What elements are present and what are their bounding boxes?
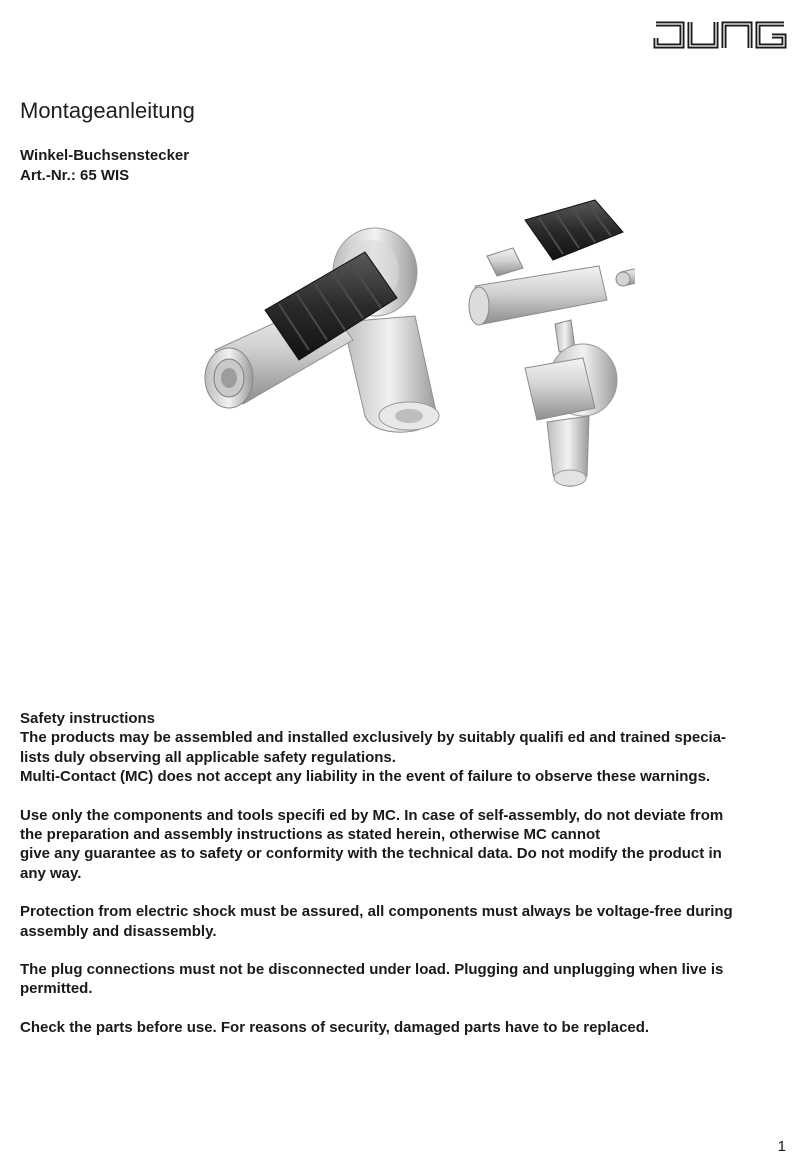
page-number: 1 (777, 1138, 786, 1155)
safety-line: the preparation and assembly instructions as stated herein, otherwise MC cannot (20, 826, 601, 844)
safety-line: assembly and disassembly. (20, 922, 217, 940)
safety-line: The products may be assembled and installed exclusively by suitably qualifi ed and trained specia- (20, 729, 727, 747)
safety-line: Check the parts before use. For reasons of security, damaged parts have to be replaced. (20, 1018, 650, 1036)
safety-line: The plug connections must not be disconnected under load. Plugging and unplugging when live is (20, 961, 724, 979)
safety-instructions (20, 709, 790, 1056)
jung-logo (652, 18, 788, 52)
assembled-connector (205, 228, 439, 432)
document-title: Montageanleitung (20, 98, 195, 123)
safety-paragraph-4 (20, 960, 790, 999)
safety-paragraph-1 (20, 728, 790, 786)
safety-line: Protection from electric shock must be assured, all components must always be voltage-free during (20, 903, 733, 921)
safety-line: lists duly observing all applicable safety regulations. (20, 748, 396, 766)
exploded-view (469, 200, 635, 486)
safety-paragraph-3 (20, 902, 790, 941)
safety-paragraph-2 (20, 806, 790, 884)
product-info (20, 146, 189, 186)
safety-heading: Safety instructions (20, 710, 156, 727)
safety-line: Use only the components and tools specifi ed by MC. In case of self-assembly, do not deviate from (20, 806, 724, 824)
connector-illustration (175, 190, 635, 500)
article-number: Art.-Nr.: 65 WIS (20, 167, 130, 184)
safety-line: give any guarantee as to safety or conformity with the technical data. Do not modify the product in (20, 845, 722, 863)
safety-paragraph-5 (20, 1018, 790, 1037)
safety-line: permitted. (20, 980, 93, 998)
product-name: Winkel-Buchsenstecker (20, 147, 190, 164)
safety-line: any way. (20, 864, 82, 882)
safety-line: Multi-Contact (MC) does not accept any liability in the event of failure to observe these warnings. (20, 768, 711, 786)
